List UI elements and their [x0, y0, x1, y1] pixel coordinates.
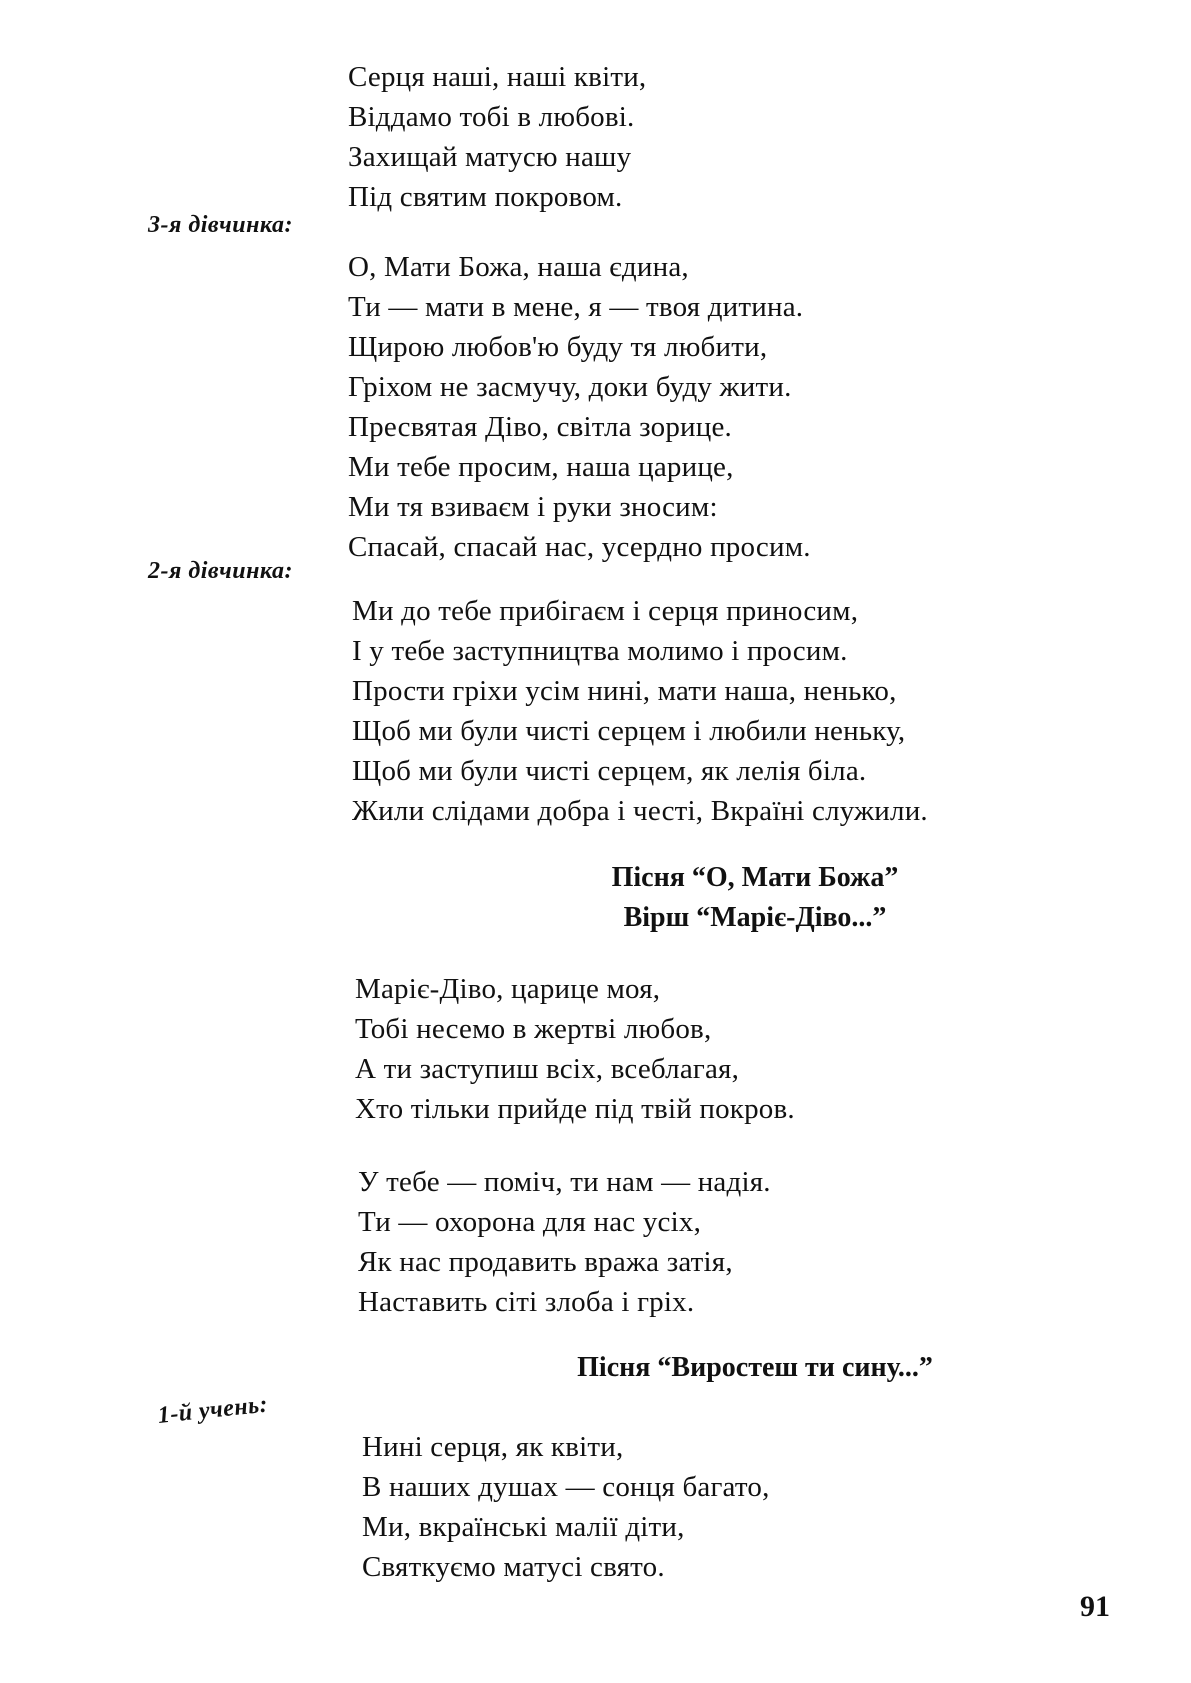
- verse-line: І у тебе заступництва молимо і просим.: [352, 635, 848, 667]
- verse-line: Спасай, спасай нас, усердно просим.: [348, 531, 811, 563]
- verse-line: Тобі несемо в жертві любов,: [355, 1013, 712, 1045]
- verse-line: Святкуємо матусі свято.: [362, 1551, 665, 1583]
- verse-line: Віддамо тобі в любові.: [348, 101, 635, 133]
- verse-line: Як нас продавить вража затія,: [358, 1246, 733, 1278]
- verse-line: Жили слідами добра і честі, Вкраїні служили.: [352, 795, 928, 827]
- verse-line: Нині серця, як квіти,: [362, 1431, 624, 1463]
- verse-line: Щирою любов'ю буду тя любити,: [348, 331, 768, 363]
- verse-line: Ми до тебе прибігаєм і серця приносим,: [352, 595, 859, 627]
- verse-line: О, Мати Божа, наша єдина,: [348, 251, 689, 283]
- verse-line: Ми тя взиваєм і руки зносим:: [348, 491, 718, 523]
- verse-line: Хто тільки прийде під твій покров.: [355, 1093, 795, 1125]
- verse-line: В наших душах — сонця багато,: [362, 1471, 770, 1503]
- verse-line: А ти заступиш всіх, всеблагая,: [355, 1053, 740, 1085]
- speaker-label-1: 1-й учень:: [156, 1391, 270, 1429]
- verse-line: Під святим покровом.: [348, 181, 623, 213]
- verse-line: Наставить сіті злоба і гріх.: [358, 1286, 695, 1318]
- verse-line: Гріхом не засмучу, доки буду жити.: [348, 371, 792, 403]
- verse-line: Ти — охорона для нас усіх,: [358, 1206, 702, 1238]
- verse-line: Ми, вкраїнські малії діти,: [362, 1511, 685, 1543]
- verse-line: Серця наші, наші квіти,: [348, 61, 647, 93]
- song-heading-1: Пісня “О, Мати Божа”: [611, 862, 899, 893]
- verse-line: Щоб ми були чисті серцем, як лелія біла.: [352, 755, 867, 787]
- speaker-label-3: 3-я дівчинка:: [148, 212, 293, 238]
- speaker-label-2: 2-я дівчинка:: [148, 558, 293, 584]
- verse-line: Пресвятая Діво, світла зорице.: [348, 411, 732, 443]
- verse-line: У тебе — поміч, ти нам — надія.: [358, 1166, 771, 1198]
- verse-line: Ти — мати в мене, я — твоя дитина.: [348, 291, 804, 323]
- song-heading-2: Пісня “Виростеш ти сину...”: [577, 1352, 933, 1383]
- poem-heading: Вірш “Маріє-Діво...”: [623, 902, 887, 933]
- page-number: 91: [1080, 1590, 1110, 1623]
- verse-line: Ми тебе просим, наша царице,: [348, 451, 734, 483]
- verse-line: Захищай матусю нашу: [348, 141, 632, 173]
- verse-line: Щоб ми були чисті серцем і любили неньку,: [352, 715, 906, 747]
- verse-line: Прости гріхи усім нині, мати наша, ненько,: [352, 675, 897, 707]
- verse-line: Маріє-Діво, царице моя,: [355, 973, 661, 1005]
